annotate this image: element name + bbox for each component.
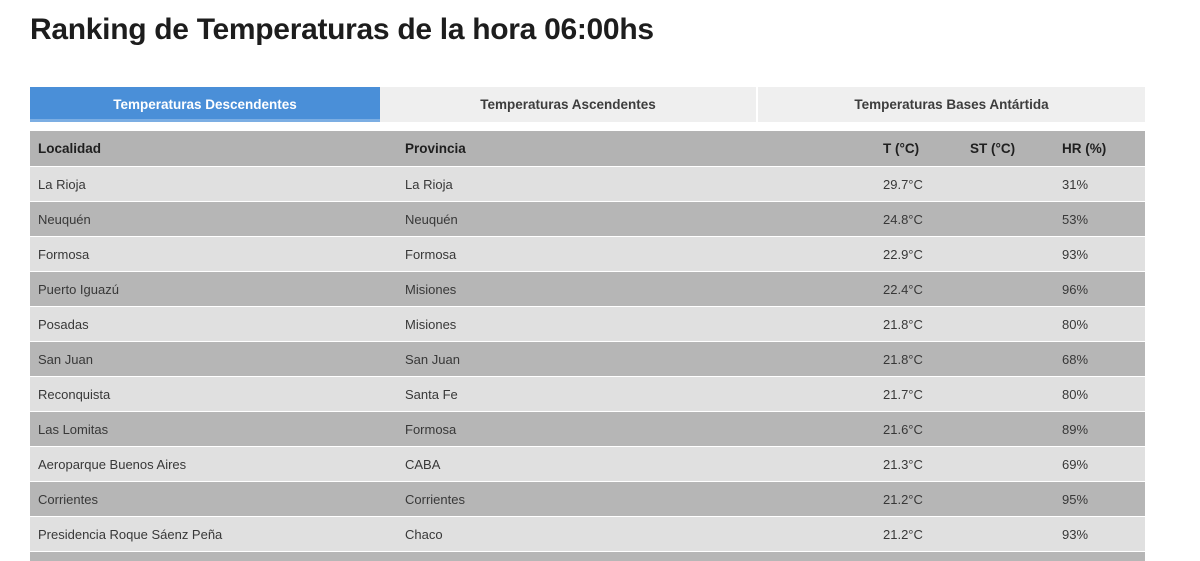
cell-temperature: 21.6°C xyxy=(883,421,923,437)
cell-temperature: 21.2°C xyxy=(883,526,923,542)
cell-provincia: San Juan xyxy=(405,351,460,367)
table-row xyxy=(30,377,1145,411)
cell-temperature: 22.4°C xyxy=(883,281,923,297)
cell-localidad: Presidencia Roque Sáenz Peña xyxy=(38,526,223,542)
cell-localidad: Reconquista xyxy=(38,386,111,402)
cell-humidity: 96% xyxy=(1062,281,1089,297)
cell-provincia: Chaco xyxy=(405,526,443,542)
cell-localidad: Formosa xyxy=(38,246,90,262)
table-row xyxy=(30,237,1145,271)
cell-temperature: 21.7°C xyxy=(883,386,923,402)
cell-provincia: Corrientes xyxy=(405,491,465,507)
table-body xyxy=(30,167,1145,551)
page-title: Ranking de Temperaturas de la hora 06:00hs xyxy=(30,13,654,46)
tab-temperaturas-descendentes[interactable] xyxy=(30,87,380,122)
cell-localidad: San Juan xyxy=(38,351,93,367)
col-header-localidad: Localidad xyxy=(38,141,102,156)
cell-humidity: 89% xyxy=(1062,421,1089,437)
tab-label: Temperaturas Bases Antártida xyxy=(854,97,1049,112)
cell-provincia: Misiones xyxy=(405,316,457,332)
cell-humidity: 31% xyxy=(1062,176,1089,192)
cell-humidity: 53% xyxy=(1062,211,1089,227)
tab-label: Temperaturas Descendentes xyxy=(113,97,297,112)
cell-humidity: 93% xyxy=(1062,526,1089,542)
table-row xyxy=(30,167,1145,201)
table-row xyxy=(30,342,1145,376)
cell-temperature: 21.3°C xyxy=(883,456,923,472)
cell-temperature: 21.8°C xyxy=(883,316,923,332)
tab-temperaturas-ascendentes[interactable] xyxy=(380,87,756,122)
cell-provincia: Misiones xyxy=(405,281,457,297)
table-row-partial xyxy=(30,552,1145,561)
tab-label: Temperaturas Ascendentes xyxy=(480,97,656,112)
cell-temperature: 22.9°C xyxy=(883,246,923,262)
cell-humidity: 95% xyxy=(1062,491,1089,507)
cell-humidity: 69% xyxy=(1062,456,1089,472)
table-row xyxy=(30,307,1145,341)
table-header xyxy=(30,131,1145,166)
cell-provincia: Formosa xyxy=(405,421,457,437)
table-row xyxy=(30,412,1145,446)
ranking-table xyxy=(30,131,1145,561)
cell-temperature: 21.2°C xyxy=(883,491,923,507)
cell-localidad: Corrientes xyxy=(38,491,98,507)
cell-provincia: Neuquén xyxy=(405,211,458,227)
cell-temperature: 29.7°C xyxy=(883,176,923,192)
cell-provincia: Formosa xyxy=(405,246,457,262)
cell-localidad: Las Lomitas xyxy=(38,421,109,437)
cell-provincia: La Rioja xyxy=(405,176,453,192)
cell-localidad: Aeroparque Buenos Aires xyxy=(38,456,187,472)
cell-temperature: 24.8°C xyxy=(883,211,923,227)
cell-humidity: 68% xyxy=(1062,351,1089,367)
cell-provincia: Santa Fe xyxy=(405,386,458,402)
tab-temperaturas-bases-antartida[interactable] xyxy=(756,87,1145,122)
cell-humidity: 80% xyxy=(1062,316,1089,332)
table-row xyxy=(30,517,1145,551)
cell-humidity: 80% xyxy=(1062,386,1089,402)
cell-humidity: 93% xyxy=(1062,246,1089,262)
col-header-humidity: HR (%) xyxy=(1062,141,1107,156)
table-row xyxy=(30,202,1145,236)
table-row xyxy=(30,272,1145,306)
cell-localidad: La Rioja xyxy=(38,176,86,192)
col-header-sensacion-termica: ST (°C) xyxy=(970,141,1016,156)
cell-provincia: CABA xyxy=(405,456,441,472)
table-row xyxy=(30,447,1145,481)
col-header-temperature: T (°C) xyxy=(883,141,920,156)
cell-localidad: Puerto Iguazú xyxy=(38,281,119,297)
tab-bar xyxy=(30,87,1145,122)
cell-localidad: Posadas xyxy=(38,316,89,332)
col-header-provincia: Provincia xyxy=(405,141,466,156)
table-row xyxy=(30,482,1145,516)
cell-localidad: Neuquén xyxy=(38,211,91,227)
cell-temperature: 21.8°C xyxy=(883,351,923,367)
